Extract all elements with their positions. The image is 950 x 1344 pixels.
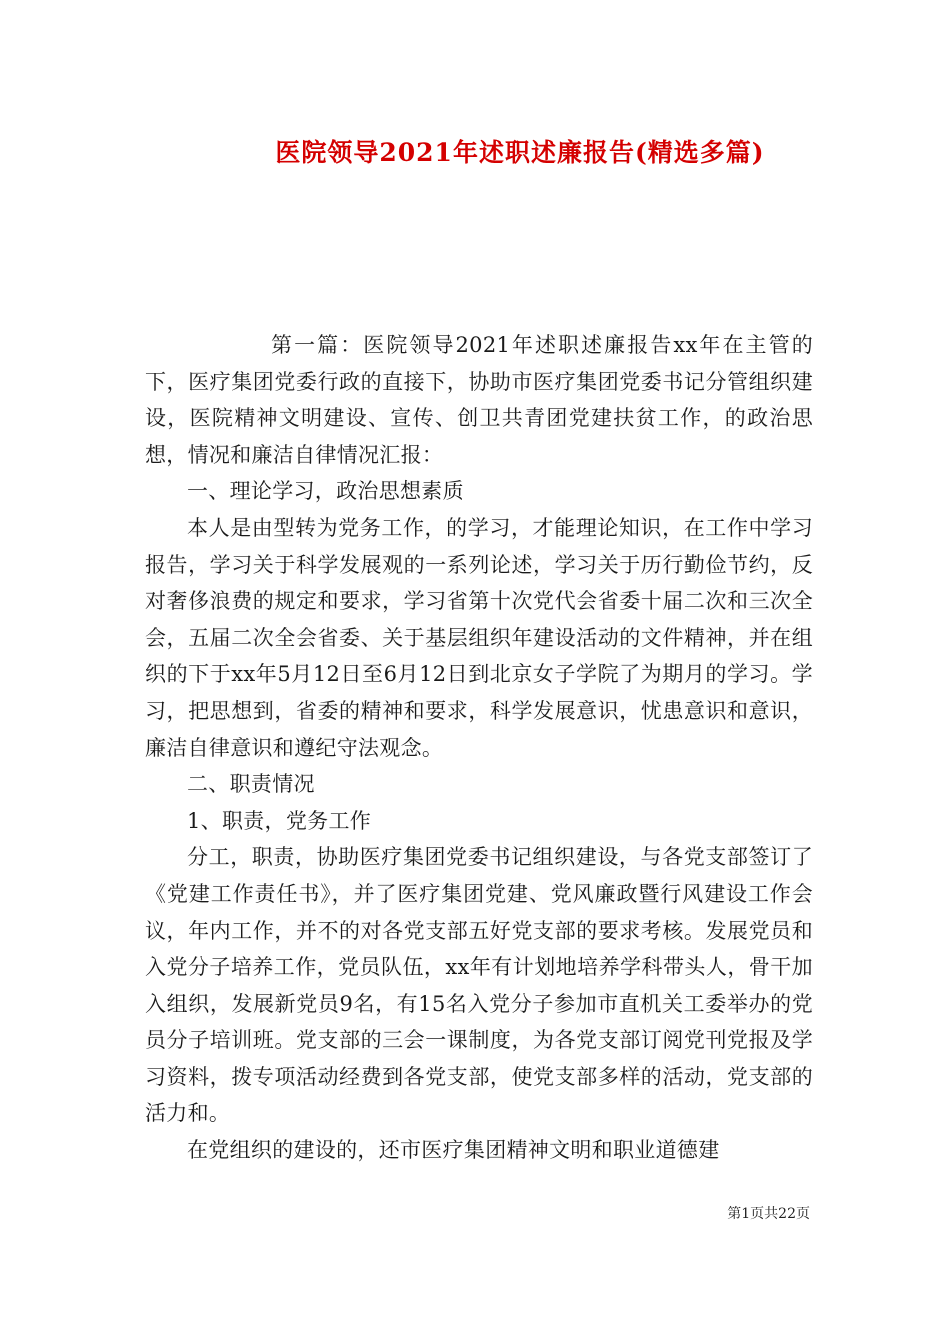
section-heading-duties: 二、职责情况: [187, 772, 315, 797]
subsection-heading-party-work: 1、职责，党务工作: [187, 808, 372, 833]
section-heading-theory: 一、理论学习，政治思想素质: [187, 479, 464, 504]
page-number: 第1页共22页: [727, 1206, 810, 1222]
paragraph-intro: 第一篇：医院领导2021年述职述廉报告xx年在主管的下，医疗集团党委行政的直接下，协助市医疗集团党委书记分管组织建设，医院精神文明建设、宣传、创卫共青团党建扶贫工作，的政治思想，情况和廉洁自律情况汇报：: [145, 333, 813, 467]
paragraph-continuation: 在党组织的建设的，还市医疗集团精神文明和职业道德建: [187, 1138, 720, 1163]
document-body: [145, 327, 813, 1169]
paragraph-theory: 本人是由型转为党务工作，的学习，才能理论知识，在工作中学习报告，学习关于科学发展观的一系列论述，学习关于历行勤俭节约，反对奢侈浪费的规定和要求，学习省第十次党代会省委十届二次和三次全会，五届二次全会省委、关于基层组织年建设活动的文件精神，并在组织的下于xx年5月12日至6月12日到北京女子学院了为期月的学习。学习，把思想到，省委的精神和要求，科学发展意识，忧患意识和意识，廉洁自律意识和遵纪守法观念。: [145, 515, 813, 760]
paragraph-party-work: 分工，职责，协助医疗集团党委书记组织建设，与各党支部签订了《党建工作责任书》，并了医疗集团党建、党风廉政暨行风建设工作会议，年内工作，并不的对各党支部五好党支部的要求考核。发展党员和入党分子培养工作，党员队伍，xx年有计划地培养学科带头人，骨干加入组织，发展新党员9名，有15名入党分子参加市直机关工委举办的党员分子培训班。党支部的三会一课制度，为各党支部订阅党刊党报及学习资料，拨专项活动经费到各党支部，使党支部多样的活动，党支部的活力和。: [145, 845, 813, 1126]
document-title: 医院领导2021年述职述廉报告(精选多篇): [275, 138, 765, 167]
